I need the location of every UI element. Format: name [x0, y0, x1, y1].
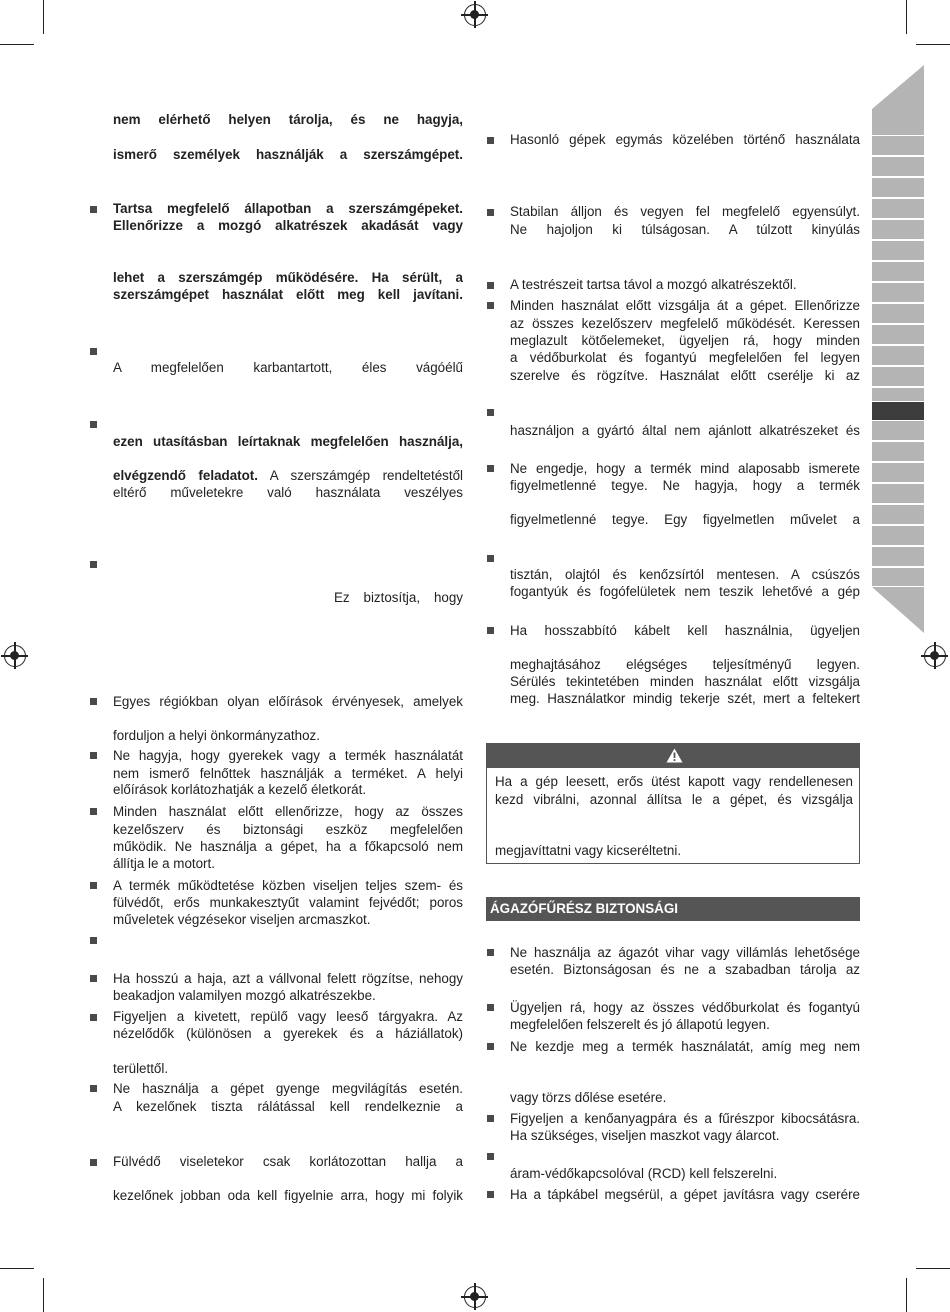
body-text-line: ezen utasításban leírtaknak megfelelően használja, [113, 434, 463, 449]
language-tab[interactable] [872, 325, 924, 344]
language-tab[interactable] [872, 367, 924, 386]
bullet-icon [90, 1159, 97, 1166]
language-tab[interactable] [872, 262, 924, 281]
body-text-line: meg. Használatkor mindig tekerje szét, mert a feltekert [510, 691, 860, 706]
body-text-line: Sérülés tekintetében minden használat előtt vizsgálja [510, 674, 860, 689]
body-text-line: Ha hosszú a haja, azt a vállvonal felett rögzítse, nehogy [113, 971, 463, 986]
body-text-line: nem elérhető helyen tárolja, és ne hagyja, [113, 112, 463, 127]
bullet-icon [90, 975, 97, 982]
body-text-line: fülvédőt, erős munkakesztyűt valamint fejvédőt; poros [113, 895, 463, 910]
language-tab[interactable] [872, 442, 924, 461]
language-tab[interactable] [872, 199, 924, 218]
body-text-line: elvégzendő feladatot. A szerszámgép rendeltetéstől [113, 468, 463, 483]
body-text-line: Ha hosszabbító kábelt kell használnia, ügyeljen [510, 623, 860, 638]
body-text-line: Ügyeljen rá, hogy az összes védőburkolat és fogantyú [510, 1000, 860, 1015]
language-tab[interactable] [872, 283, 924, 302]
body-text-line: beakadjon valamilyen mozgó alkatrészekbe. [113, 988, 376, 1003]
body-text-line: Minden használat előtt vizsgálja át a gépet. Ellenőrizze [510, 298, 860, 313]
warning-triangle-icon [666, 748, 683, 763]
crop-mark [0, 44, 34, 45]
language-tab[interactable] [872, 136, 924, 155]
warning-text-line: megjavíttatni vagy kicseréltetni. [495, 843, 682, 858]
language-tab[interactable] [872, 241, 924, 260]
body-text-line: A termék működtetése közben viseljen teljes szem- és [113, 878, 463, 893]
warning-box [486, 743, 860, 864]
body-text-line: területtől. [113, 1061, 169, 1076]
body-text-line: Fülvédő viseletekor csak korlátozottan hallja a [113, 1154, 463, 1169]
body-text-line: eltérő műveletekre való használata veszélyes [113, 485, 463, 500]
language-tab[interactable] [872, 220, 924, 239]
crop-mark [906, 1278, 907, 1312]
body-text-line: előírások korlátozhatják a kezelő életkorát. [113, 782, 367, 797]
body-text-line: Ha szükséges, viseljen maszkot vagy álarcot. [510, 1128, 780, 1143]
body-text-line: Ne engedje, hogy a termék mind alaposabb ismerete [510, 461, 860, 476]
bullet-icon [90, 808, 97, 815]
crop-mark [906, 0, 907, 34]
section-heading: ÁGAZÓFŰRÉSZ BIZTONSÁGI [486, 897, 860, 921]
crop-mark [43, 0, 44, 34]
body-text-line: Stabilan álljon és vegyen fel megfelelő egyensúlyt. [510, 204, 860, 219]
body-text-line: az összes kezelőszerv megfelelő működését. Keressen [510, 316, 860, 331]
bullet-icon [487, 949, 494, 956]
bullet-icon [487, 409, 494, 416]
language-tab[interactable] [872, 421, 924, 440]
bold-prefix: elvégzendő feladatot. [113, 468, 258, 483]
body-text-line: Minden használat előtt ellenőrizze, hogy az összes [113, 804, 463, 819]
body-text-line: A testrészeit tartsa távol a mozgó alkatrészektől. [510, 277, 797, 292]
body-text-line: Figyeljen a kivetett, repülő vagy leeső tárgyakra. Az [113, 1009, 463, 1024]
language-tab[interactable] [872, 547, 924, 566]
body-text-line: meghajtásához elégséges teljesítményű legyen. [510, 657, 860, 672]
body-text-line: tisztán, olajtól és kenőzsírtól mentesen. A csúszós [510, 567, 860, 582]
bullet-icon [90, 561, 97, 568]
language-tab[interactable] [872, 484, 924, 503]
body-text-line: a védőburkolat és fogantyú megfelelően fel legyen [510, 350, 860, 365]
language-tab[interactable] [872, 304, 924, 323]
body-text-line: kezelőnek jobban oda kell figyelnie arra, hogy mi folyik [113, 1188, 463, 1203]
body-text-line: Ez biztosítja, hogy [334, 590, 463, 605]
bullet-icon [90, 752, 97, 759]
language-tab[interactable] [872, 505, 924, 524]
bullet-icon [487, 302, 494, 309]
registration-mark-icon [924, 645, 946, 667]
registration-mark-icon [464, 1286, 486, 1308]
bullet-icon [90, 348, 97, 355]
bullet-icon [487, 1043, 494, 1050]
body-text-line: Ne hagyja, hogy gyerekek vagy a termék használatát [113, 748, 463, 763]
language-tab[interactable] [872, 178, 924, 197]
body-text-line: állítja le a motort. [113, 856, 215, 871]
body-text-line: Ellenőrizze a mozgó alkatrészek akadását vagy [113, 218, 463, 233]
crop-mark [916, 1268, 950, 1269]
body-text-line: szerszámgépet használat előtt meg kell javítani. [113, 287, 463, 302]
bullet-icon [90, 1085, 97, 1092]
body-text-line: meglazult kötőelemeket, ügyeljen rá, hogy minden [510, 333, 860, 348]
crop-mark [0, 1268, 34, 1269]
body-text-line: áram-védőkapcsolóval (RCD) kell felszerelni. [510, 1166, 778, 1181]
registration-mark-icon [4, 645, 26, 667]
body-text-line: használjon a gyártó által nem ajánlott alkatrészeket és [510, 423, 860, 438]
bullet-icon [487, 1115, 494, 1122]
body-text-line: Tartsa megfelelő állapotban a szerszámgépeket. [113, 201, 463, 216]
body-text-line: Hasonló gépek egymás közelében történő használata [510, 132, 860, 147]
body-text-line: nézelődők (különösen a gyerekek és a háziállatok) [113, 1026, 463, 1041]
body-text-line: figyelmetlenné tegye. Ne hagyja, hogy a termék [510, 478, 860, 493]
body-text-line: A kezelőnek tiszta rálátással kell rendelkeznie a [113, 1099, 463, 1114]
body-text-line: Ne hajoljon ki túlságosan. A túlzott kinyúlás [510, 222, 860, 237]
body-text-line: Ha a tápkábel megsérül, a gépet javításra vagy cserére [510, 1187, 860, 1202]
bullet-icon [90, 698, 97, 705]
body-text-line: műveletek végzésekor viseljen arcmaszkot. [113, 912, 371, 927]
body-text-line: esetén. Biztonságosan és ne a szabadban tárolja az [510, 962, 860, 977]
body-text-line: A megfelelően karbantartott, éles vágóélű [113, 360, 463, 375]
bullet-icon [90, 206, 97, 213]
body-text-line: ismerő személyek használják a szerszámgépet. [113, 147, 463, 162]
body-text-line: nem ismerő felnőttek használják a terméket. A helyi [113, 766, 463, 781]
body-text-line: fogantyúk és fogófelületek nem teszik lehetővé a gép [510, 584, 860, 599]
bullet-icon [487, 1153, 494, 1160]
bullet-icon [90, 882, 97, 889]
body-text-line: kezelőszerv és biztonsági eszköz megfelelően [113, 822, 463, 837]
body-text-line: Ne használja a gépet gyenge megvilágítás esetén. [113, 1081, 463, 1096]
body-text-line: forduljon a helyi önkormányzathoz. [113, 728, 320, 743]
language-tab[interactable] [872, 388, 924, 401]
body-text-line: Egyes régiókban olyan előírások érvényesek, amelyek [113, 694, 463, 709]
bullet-icon [487, 209, 494, 216]
warning-text-line: kezd vibrálni, azonnal állítsa le a gépet, és vizsgálja [495, 792, 853, 807]
language-tab[interactable] [872, 568, 924, 586]
language-tab-active[interactable] [872, 402, 924, 420]
body-text-line: vagy törzs dőlése esetére. [510, 1090, 667, 1105]
bullet-icon [90, 1014, 97, 1021]
bullet-icon [487, 1191, 494, 1198]
body-text-line: Figyeljen a kenőanyagpára és a fűrészpor kibocsátásra. [510, 1111, 860, 1126]
tab-bottom-wedge [872, 587, 924, 633]
body-text-line: Ne kezdje meg a termék használatát, amíg meg nem [510, 1039, 860, 1054]
body-text-line: működik. Ne használja a gépet, ha a főkapcsoló nem [113, 839, 463, 854]
warning-text-line: Ha a gép leesett, erős ütést kapott vagy rendellenesen [495, 774, 853, 789]
crop-mark [916, 44, 950, 45]
bullet-icon [487, 465, 494, 472]
body-text-line: figyelmetlenné tegye. Egy figyelmetlen művelet a [510, 512, 860, 527]
body-text-line: szerelve és rögzítve. Használat előtt cserélje ki az [510, 368, 860, 383]
bullet-icon [487, 1004, 494, 1011]
body-text-line: megfelelően felszerelt és jó állapotú legyen. [510, 1017, 770, 1032]
bullet-icon [487, 282, 494, 289]
language-tab[interactable] [872, 157, 924, 176]
body-text-line: Ne használja az ágazót vihar vagy villámlás lehetősége [510, 945, 860, 960]
language-tab[interactable] [872, 526, 924, 545]
bullet-icon [487, 555, 494, 562]
bullet-icon [90, 937, 97, 944]
bullet-icon [487, 137, 494, 144]
language-tab[interactable] [872, 346, 924, 365]
bullet-icon [487, 627, 494, 634]
crop-mark [43, 1278, 44, 1312]
body-text-line: lehet a szerszámgép működésére. Ha sérült, a [113, 270, 463, 285]
warning-header [487, 744, 859, 768]
language-tab[interactable] [872, 114, 924, 134]
language-tab[interactable] [872, 463, 924, 482]
bullet-icon [90, 421, 97, 428]
registration-mark-icon [464, 4, 486, 26]
